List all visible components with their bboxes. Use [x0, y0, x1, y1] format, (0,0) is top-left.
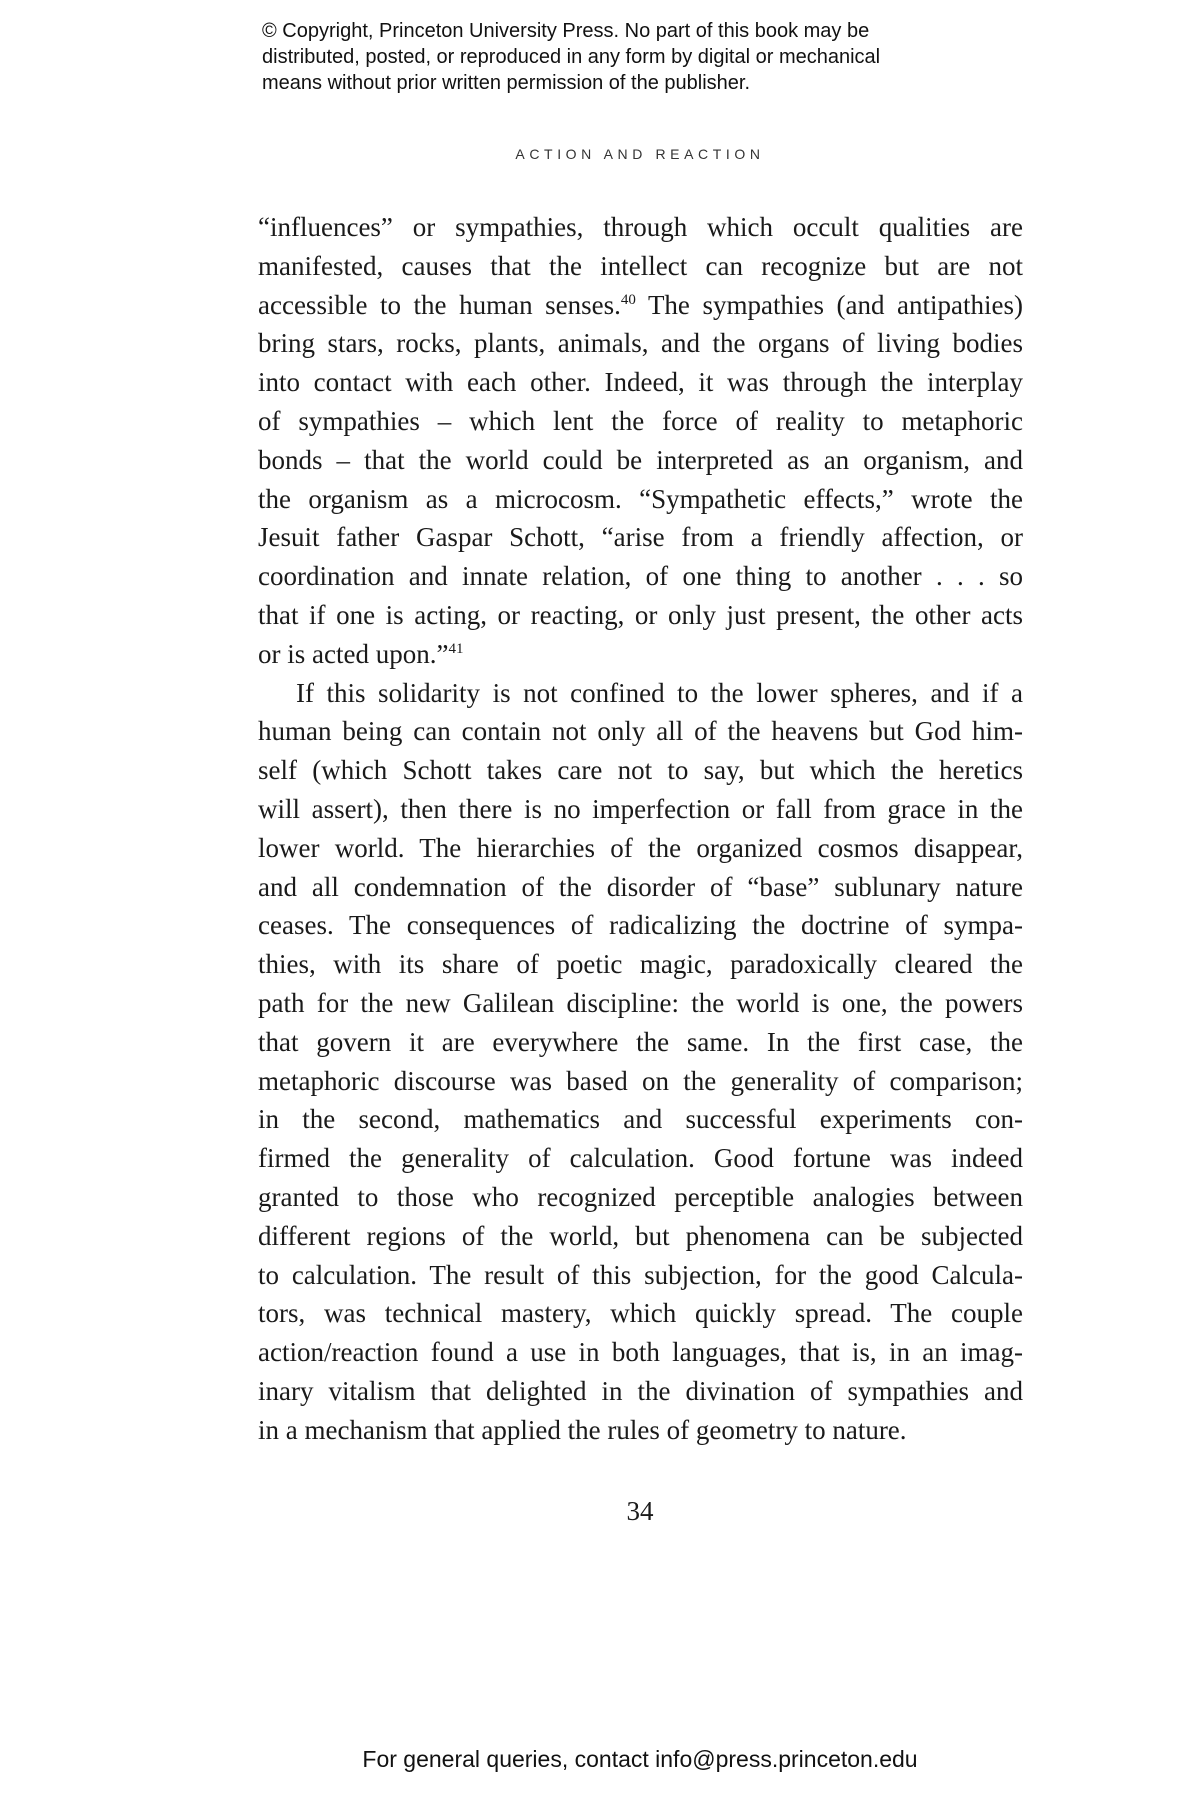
text-line: inary vitalism that delighted in the divination of sympathies and [258, 1375, 1023, 1406]
paragraph-2 [258, 674, 1023, 1450]
text-fragment: or is acted upon.” [258, 638, 449, 669]
text-line: action/reaction found a use in both languages, that is, in an imag- [258, 1337, 1023, 1368]
text-line: self (which Schott takes care not to say, but which the heretics [258, 755, 1023, 786]
text-line: ceases. The consequences of radicalizing the doctrine of sympa- [258, 910, 1023, 941]
text-line: firmed the generality of calculation. Good fortune was indeed [258, 1143, 1023, 1174]
text-line: human being can contain not only all of the heavens but God him- [258, 716, 1023, 747]
text-line [258, 635, 1023, 674]
text-line: granted to those who recognized perceptible analogies between [258, 1181, 1023, 1212]
footer-contact: For general queries, contact info@press.princeton.edu [362, 1746, 918, 1772]
paragraph-1 [258, 208, 1023, 674]
text-line [258, 286, 1023, 325]
text-line: bring stars, rocks, plants, animals, and the organs of living bodies [258, 328, 1023, 359]
copyright-line: means without prior written permission of the publisher. [262, 72, 751, 94]
text-line: that govern it are everywhere the same. In the first case, the [258, 1026, 1023, 1057]
text-fragment: accessible to the human senses. [258, 289, 621, 320]
text-line: into contact with each other. Indeed, it was through the interplay [258, 367, 1023, 398]
text-line: and all condemnation of the disorder of “base” sublunary nature [258, 871, 1023, 902]
text-line: If this solidarity is not confined to the lower spheres, and if a [296, 677, 1023, 708]
page-number: 34 [626, 1496, 654, 1526]
footnote-ref-40: 40 [620, 291, 636, 308]
text-line: in the second, mathematics and successful experiments con- [258, 1104, 1023, 1135]
body-text [258, 208, 1023, 1450]
text-line: metaphoric discourse was based on the generality of comparison; [258, 1065, 1023, 1096]
footnote-ref-41: 41 [448, 640, 464, 657]
text-line: coordination and innate relation, of one thing to another . . . so [258, 561, 1023, 592]
copyright-notice [262, 18, 962, 96]
text-line: Jesuit father Gaspar Schott, “arise from a friendly affection, or [258, 522, 1023, 553]
text-line: manifested, causes that the intellect can recognize but are not [258, 250, 1023, 281]
text-line: “influences” or sympathies, through which occult qualities are [258, 212, 1023, 242]
running-head: ACTION AND REACTION [515, 146, 765, 162]
text-line: that if one is acting, or reacting, or only just present, the other acts [258, 599, 1023, 630]
text-line: different regions of the world, but phenomena can be subjected [258, 1220, 1023, 1251]
copyright-line: © Copyright, Princeton University Press. No part of this book may be [262, 20, 870, 42]
text-line: to calculation. The result of this subjection, for the good Calcula- [258, 1259, 1023, 1290]
text-line: of sympathies – which lent the force of reality to metaphoric [258, 405, 1023, 436]
text-line: bonds – that the world could be interpreted as an organism, and [258, 444, 1023, 475]
text-line: will assert), then there is no imperfection or fall from grace in the [258, 793, 1023, 824]
text-line: tors, was technical mastery, which quickly spread. The couple [258, 1298, 1023, 1329]
text-line: thies, with its share of poetic magic, paradoxically cleared the [258, 949, 1023, 980]
text-line: the organism as a microcosm. “Sympathetic effects,” wrote the [258, 483, 1023, 514]
text-line: path for the new Galilean discipline: the world is one, the powers [258, 987, 1023, 1018]
text-fragment: The sympathies (and antipathies) [635, 289, 1023, 320]
text-line: lower world. The hierarchies of the organized cosmos disappear, [258, 832, 1023, 863]
text-line: in a mechanism that applied the rules of geometry to nature. [258, 1414, 907, 1445]
copyright-line: distributed, posted, or reproduced in any form by digital or mechanical [262, 46, 881, 68]
